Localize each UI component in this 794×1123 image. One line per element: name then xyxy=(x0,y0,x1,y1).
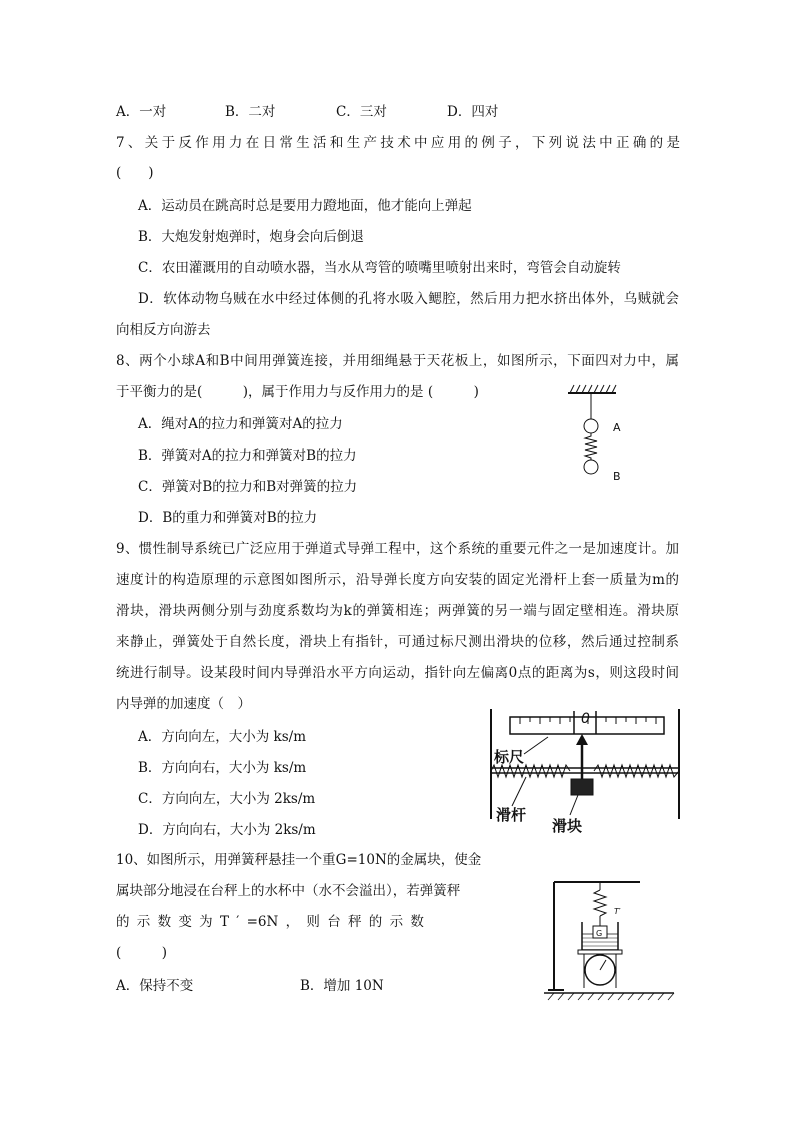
q8-stem-line2: 于平衡力的是( )，属于作用力与反作用力的是 ( ) xyxy=(116,384,479,400)
q9-figure-ruler-label: 标尺 xyxy=(494,748,525,766)
q7-stem-line2: ( ) xyxy=(116,165,154,181)
q10-scale-figure xyxy=(540,872,678,1002)
q9-stem-line6: 内导弹的加速度（ ） xyxy=(116,696,251,712)
q8-option-a: A．绳对A的拉力和弹簧对A的拉力 xyxy=(138,416,343,432)
q9-option-a: A．方向向左，大小为 ks/m xyxy=(138,729,306,745)
q10-option-b: B．增加 10N xyxy=(300,978,384,994)
q10-option-a: A．保持不变 xyxy=(116,978,194,994)
q9-accelerometer-figure xyxy=(488,707,684,839)
q7-option-d-line1: D．软体动物乌贼在水中经过体侧的孔将水吸入鳃腔，然后用力把水挤出体外，乌贼就会 xyxy=(138,291,679,307)
q7-option-c: C．农田灌溉用的自动喷水器，当水从弯管的喷嘴里喷射出来时，弯管会自动旋转 xyxy=(138,260,621,276)
q6-option-d: D．四对 xyxy=(447,104,499,120)
q9-option-c: C．方向向左，大小为 2ks/m xyxy=(138,791,316,807)
q9-figure-zero-label: 0 xyxy=(581,711,590,727)
q8-spring-balls-figure xyxy=(560,383,640,488)
q10-stem-line3: 的 示 数 变 为 T ′ =6N ， 则 台 秤 的 示 数 xyxy=(116,914,424,930)
q7-option-b: B．大炮发射炮弹时，炮身会向后倒退 xyxy=(138,229,364,245)
q8-option-d: D．B的重力和弹簧对B的拉力 xyxy=(138,510,318,526)
q8-option-b: B．弹簧对A的拉力和弹簧对B的拉力 xyxy=(138,448,357,464)
q8-figure-label-b: B xyxy=(613,470,621,483)
q7-option-d-line2: 向相反方向游去 xyxy=(116,322,211,338)
q7-stem-line1: 7、关于反作用力在日常生活和生产技术中应用的例子，下列说法中正确的是 xyxy=(116,135,680,151)
q9-stem-line4: 来静止，弹簧处于自然长度，滑块上有指针，可通过标尺测出滑块的位移，然后通过控制系 xyxy=(116,634,679,650)
q9-option-b: B．方向向右，大小为 ks/m xyxy=(138,760,307,776)
q7-option-a: A．运动员在跳高时总是要用力蹬地面，他才能向上弹起 xyxy=(138,198,472,214)
q8-figure-label-a: A xyxy=(613,421,621,434)
q10-stem-line2: 属块部分地浸在台秤上的水杯中（水不会溢出），若弹簧秤 xyxy=(116,883,461,899)
q9-figure-block-label: 滑块 xyxy=(552,817,583,835)
q6-option-b: B．二对 xyxy=(225,104,276,120)
q6-option-a: A．一对 xyxy=(116,104,167,120)
q9-stem-line2: 速度计的构造原理的示意图如图所示，沿导弹长度方向安装的固定光滑杆上套一质量为m的 xyxy=(116,572,679,588)
q8-option-c: C．弹簧对B的拉力和B对弹簧的拉力 xyxy=(138,479,358,495)
q10-stem-line1: 10、如图所示，用弹簧秤悬挂一个重G=10N的金属块，使金 xyxy=(116,852,482,868)
q10-figure-t-label: T′ xyxy=(614,907,621,916)
q10-figure-g-label: G xyxy=(596,929,603,938)
q9-option-d: D．方向向右，大小为 2ks/m xyxy=(138,822,316,838)
q10-stem-line4: ( ) xyxy=(116,945,168,961)
q9-stem-line1: 9、惯性制导系统已广泛应用于弹道式导弹工程中，这个系统的重要元件之一是加速度计。加 xyxy=(116,541,679,557)
q6-option-c: C．三对 xyxy=(336,104,387,120)
q9-figure-rod-label: 滑杆 xyxy=(496,806,527,824)
q8-stem-line1: 8、两个小球A和B中间用弹簧连接，并用细绳悬于天花板上，如图所示，下面四对力中，属 xyxy=(116,353,679,369)
q9-stem-line5: 统进行制导。设某段时间内导弹沿水平方向运动，指针向左偏离0点的距离为s，则这段时间 xyxy=(116,665,679,681)
q9-stem-line3: 滑块，滑块两侧分别与劲度系数均为k的弹簧相连；两弹簧的另一端与固定壁相连。滑块原 xyxy=(116,603,679,619)
